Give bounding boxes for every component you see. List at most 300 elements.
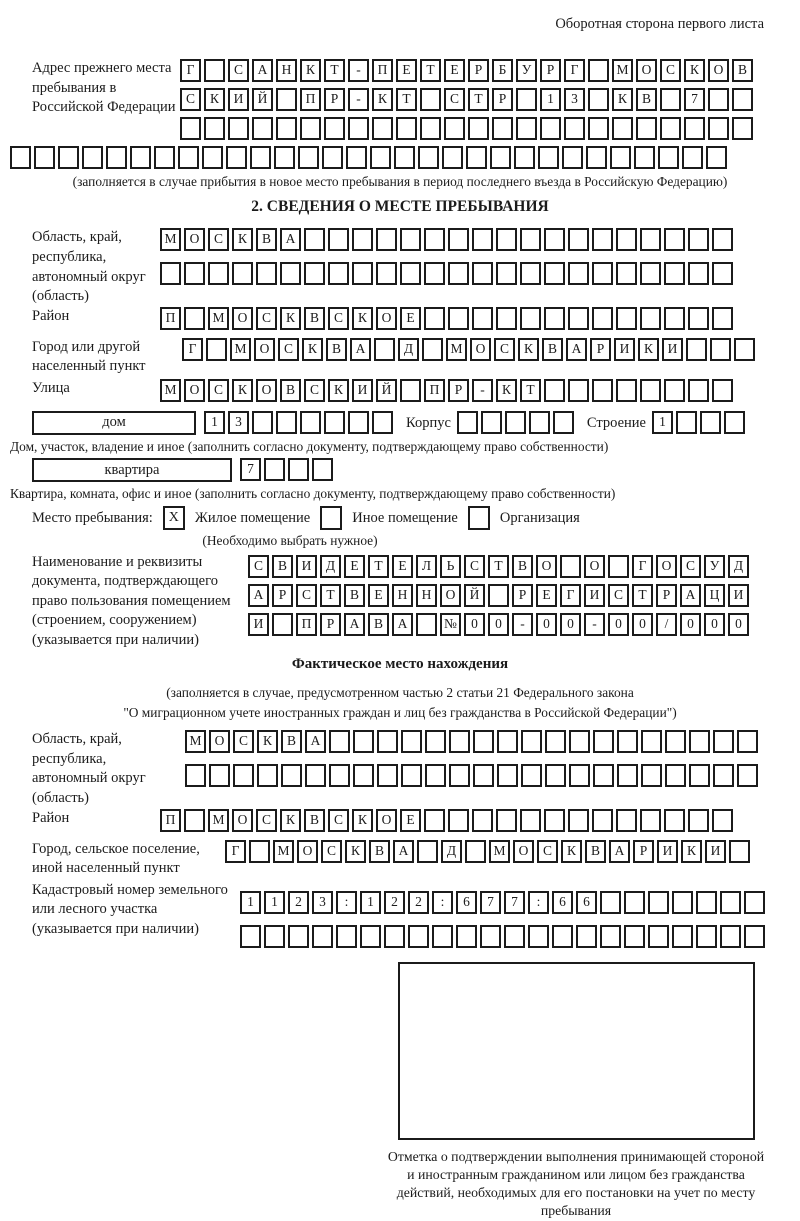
char-box [688, 262, 709, 285]
char-box [569, 764, 590, 787]
char-box [708, 88, 729, 111]
char-box: В [542, 338, 563, 361]
char-box: О [376, 307, 397, 330]
char-box [492, 117, 513, 140]
char-box [252, 117, 273, 140]
char-box: М [230, 338, 251, 361]
char-box: 6 [456, 891, 477, 914]
char-box [713, 730, 734, 753]
char-box [664, 262, 685, 285]
char-box [422, 338, 443, 361]
actual-location-caption-line-2: "О миграционном учете иностранных граждан и лиц без гражданства в Российской Федерации") [123, 704, 677, 720]
char-box: Й [376, 379, 397, 402]
char-box: 3 [312, 891, 333, 914]
char-box: В [256, 228, 277, 251]
actual-city-block [10, 840, 790, 879]
document-line-1 [248, 555, 752, 578]
char-box [472, 228, 493, 251]
char-box [352, 262, 373, 285]
stamp-caption: Отметка о подтверждении выполнения принимающей стороной и иностранным гражданином или лицом без гражданства действий, необходимых для его постановки на учет по месту пребывания [387, 1148, 765, 1219]
char-box [281, 764, 302, 787]
char-box: О [440, 584, 461, 607]
char-box [712, 379, 733, 402]
char-box: К [352, 307, 373, 330]
char-box [372, 117, 393, 140]
char-box [732, 117, 753, 140]
char-box [184, 262, 205, 285]
char-box [240, 925, 261, 948]
char-box: А [350, 338, 371, 361]
char-box [432, 925, 453, 948]
char-box: В [636, 88, 657, 111]
actual-location-caption-line-1: (заполняется в случае, предусмотренном частью 2 статьи 21 Федерального закона [166, 685, 634, 701]
char-box [688, 379, 709, 402]
char-box: К [561, 840, 582, 863]
char-box: С [233, 730, 254, 753]
char-box [544, 809, 565, 832]
char-box [744, 925, 765, 948]
prev-address-line-3 [180, 117, 756, 140]
char-box [288, 458, 309, 481]
char-box [516, 88, 537, 111]
char-box [588, 88, 609, 111]
char-box: С [537, 840, 558, 863]
char-box: В [272, 555, 293, 578]
char-box [560, 555, 581, 578]
char-box [394, 146, 415, 169]
char-box [544, 228, 565, 251]
char-box: Н [392, 584, 413, 607]
char-box [256, 262, 277, 285]
char-box: С [278, 338, 299, 361]
actual-location-title: Фактическое место нахождения [291, 656, 509, 673]
char-box: Т [632, 584, 653, 607]
char-box: И [728, 584, 749, 607]
char-box: Е [536, 584, 557, 607]
char-box: С [494, 338, 515, 361]
char-box [544, 307, 565, 330]
char-box: Ц [704, 584, 725, 607]
char-box [185, 764, 206, 787]
char-box: В [585, 840, 606, 863]
char-box: Д [441, 840, 462, 863]
char-box: Р [633, 840, 654, 863]
char-box: 6 [576, 891, 597, 914]
document-label: Наименование и реквизиты документа, подтверждающего право пользования помещением (строением, сооружением) (указывается при наличии) [32, 553, 231, 648]
char-box [658, 146, 679, 169]
actual-region-label: Область, край, республика, автономный округ (область) [32, 731, 146, 807]
char-box: С [304, 379, 325, 402]
char-box: 0 [704, 613, 725, 636]
section-2-title: 2. СВЕДЕНИЯ О МЕСТЕ ПРЕБЫВАНИЯ [251, 198, 549, 216]
char-box [496, 228, 517, 251]
cadastre-line-1 [240, 891, 768, 914]
char-box [664, 379, 685, 402]
char-box [545, 764, 566, 787]
char-box [588, 59, 609, 82]
char-box [529, 411, 550, 434]
char-box [682, 146, 703, 169]
char-box [592, 262, 613, 285]
char-box [528, 925, 549, 948]
street-line [160, 379, 736, 402]
prev-address-line-1 [180, 59, 756, 82]
char-box [608, 555, 629, 578]
char-box [641, 730, 662, 753]
char-box: Т [324, 59, 345, 82]
char-box [376, 262, 397, 285]
char-box: В [304, 809, 325, 832]
char-box: О [209, 730, 230, 753]
residential-label: Жилое помещение [194, 509, 311, 526]
char-box: Б [492, 59, 513, 82]
char-box [490, 146, 511, 169]
char-box [444, 117, 465, 140]
char-box [660, 88, 681, 111]
char-box: С [608, 584, 629, 607]
char-box [616, 262, 637, 285]
char-box [496, 809, 517, 832]
char-box [688, 307, 709, 330]
char-box [257, 764, 278, 787]
char-box [616, 228, 637, 251]
actual-city-label: Город, сельское поселение, иной населенный пункт [32, 840, 200, 877]
char-box [374, 338, 395, 361]
char-box: С [256, 307, 277, 330]
char-box [648, 891, 669, 914]
char-box [184, 307, 205, 330]
char-box [418, 146, 439, 169]
char-box [516, 117, 537, 140]
char-box: 2 [408, 891, 429, 914]
char-box: В [512, 555, 533, 578]
actual-city-line [225, 840, 753, 863]
char-box [696, 891, 717, 914]
char-box: 7 [240, 458, 261, 481]
cadastre-block [10, 881, 790, 954]
char-box [304, 228, 325, 251]
char-box [688, 809, 709, 832]
char-box [408, 925, 429, 948]
city-block [10, 338, 790, 377]
prev-address-label: Адрес прежнего места пребывания в Российской Федерации [32, 60, 176, 116]
stay-type-row [32, 506, 790, 530]
char-box: Р [448, 379, 469, 402]
char-box: 3 [228, 411, 249, 434]
prev-address-lines [180, 59, 756, 146]
char-box [457, 411, 478, 434]
char-box: А [566, 338, 587, 361]
char-box [641, 764, 662, 787]
korpus-boxes [457, 411, 577, 434]
char-box [232, 262, 253, 285]
char-box [465, 840, 486, 863]
char-box: М [185, 730, 206, 753]
other-premises-checkbox [320, 506, 342, 530]
char-box [710, 338, 731, 361]
char-box: 7 [480, 891, 501, 914]
char-box [448, 307, 469, 330]
char-box [708, 117, 729, 140]
house-row [32, 411, 790, 435]
cadastre-label: Кадастровый номер земельного или лесного участка (указывается при наличии) [32, 881, 228, 937]
char-box [312, 458, 333, 481]
char-box: П [160, 307, 181, 330]
char-box: Р [540, 59, 561, 82]
char-box: К [638, 338, 659, 361]
street-block [10, 379, 790, 408]
char-box [544, 379, 565, 402]
char-box [425, 730, 446, 753]
char-box [600, 925, 621, 948]
char-box [720, 925, 741, 948]
document-line-2 [248, 584, 752, 607]
char-box: Е [368, 584, 389, 607]
char-box: Й [252, 88, 273, 111]
char-box: О [184, 379, 205, 402]
char-box [514, 146, 535, 169]
korpus-label: Корпус [406, 414, 451, 431]
char-box [737, 764, 758, 787]
char-box [348, 117, 369, 140]
char-box: А [252, 59, 273, 82]
char-box: Р [324, 88, 345, 111]
char-box: Д [728, 555, 749, 578]
char-box: Т [520, 379, 541, 402]
char-box: Е [396, 59, 417, 82]
char-box: К [204, 88, 225, 111]
char-box: В [280, 379, 301, 402]
char-box [568, 262, 589, 285]
char-box [372, 411, 393, 434]
char-box: К [232, 228, 253, 251]
registration-stamp-box [398, 962, 755, 1140]
char-box [521, 730, 542, 753]
char-box: : [528, 891, 549, 914]
char-box [226, 146, 247, 169]
char-box: О [232, 307, 253, 330]
char-box: М [489, 840, 510, 863]
char-box [449, 730, 470, 753]
char-box [640, 809, 661, 832]
char-box [521, 764, 542, 787]
char-box [206, 338, 227, 361]
char-box [424, 262, 445, 285]
char-box [324, 411, 345, 434]
char-box: К [257, 730, 278, 753]
char-box [420, 117, 441, 140]
char-box: С [680, 555, 701, 578]
char-box: К [328, 379, 349, 402]
other-premises-label: Иное помещение [352, 509, 458, 526]
char-box: С [228, 59, 249, 82]
actual-region-line-2 [185, 764, 761, 787]
char-box [504, 925, 525, 948]
char-box [401, 730, 422, 753]
char-box [305, 764, 326, 787]
stamp-area [385, 962, 767, 1221]
char-box [280, 262, 301, 285]
char-box [456, 925, 477, 948]
char-box: - [512, 613, 533, 636]
char-box [616, 307, 637, 330]
char-box: С [208, 228, 229, 251]
document-block [10, 553, 790, 651]
char-box: 0 [608, 613, 629, 636]
char-box: И [352, 379, 373, 402]
char-box [640, 228, 661, 251]
char-box [640, 307, 661, 330]
char-box [448, 809, 469, 832]
char-box: Г [564, 59, 585, 82]
char-box [540, 117, 561, 140]
char-box: - [348, 88, 369, 111]
char-box [204, 59, 225, 82]
char-box: И [296, 555, 317, 578]
char-box [712, 228, 733, 251]
prev-address-block [10, 59, 790, 146]
actual-region-line-1 [185, 730, 761, 753]
char-box [396, 117, 417, 140]
char-box: : [432, 891, 453, 914]
char-box [712, 262, 733, 285]
char-box [336, 925, 357, 948]
region-block [10, 228, 790, 306]
char-box [400, 228, 421, 251]
char-box: В [368, 613, 389, 636]
char-box [600, 891, 621, 914]
char-box [496, 307, 517, 330]
stroenie-boxes [652, 411, 748, 434]
apartment-caption: Квартира, комната, офис и иное (заполнить согласно документу, подтверждающему право собственности) [10, 486, 616, 502]
char-box: М [612, 59, 633, 82]
char-box [276, 411, 297, 434]
char-box [538, 146, 559, 169]
apartment-number-boxes [240, 458, 336, 481]
char-box: В [732, 59, 753, 82]
char-box [228, 117, 249, 140]
char-box [610, 146, 631, 169]
char-box [689, 730, 710, 753]
actual-location-caption [10, 683, 790, 722]
char-box: Г [560, 584, 581, 607]
char-box: Е [444, 59, 465, 82]
char-box: К [302, 338, 323, 361]
char-box: Р [320, 613, 341, 636]
char-box [250, 146, 271, 169]
char-box [370, 146, 391, 169]
char-box: К [300, 59, 321, 82]
char-box: О [254, 338, 275, 361]
char-box: Р [492, 88, 513, 111]
char-box [592, 379, 613, 402]
char-box: П [160, 809, 181, 832]
char-box: Л [416, 555, 437, 578]
char-box [466, 146, 487, 169]
char-box: О [184, 228, 205, 251]
char-box [288, 925, 309, 948]
char-box: Р [468, 59, 489, 82]
char-box: С [444, 88, 465, 111]
char-box: К [232, 379, 253, 402]
char-box: Т [320, 584, 341, 607]
char-box: К [684, 59, 705, 82]
char-box [488, 584, 509, 607]
char-box [672, 891, 693, 914]
char-box [640, 379, 661, 402]
char-box [473, 764, 494, 787]
char-box [264, 458, 285, 481]
char-box: О [297, 840, 318, 863]
char-box: А [609, 840, 630, 863]
char-box [664, 809, 685, 832]
char-box [553, 411, 574, 434]
char-box [180, 117, 201, 140]
char-box [696, 925, 717, 948]
char-box [648, 925, 669, 948]
char-box: С [256, 809, 277, 832]
char-box: - [472, 379, 493, 402]
char-box [184, 809, 205, 832]
char-box: Д [320, 555, 341, 578]
char-box: Г [632, 555, 653, 578]
char-box [417, 840, 438, 863]
char-box: Г [180, 59, 201, 82]
char-box: 0 [536, 613, 557, 636]
stay-type-note: (Необходимо выбрать нужное) [202, 532, 378, 548]
city-label: Город или другой населенный пункт [32, 338, 146, 375]
char-box [360, 925, 381, 948]
char-box: П [296, 613, 317, 636]
char-box [665, 730, 686, 753]
char-box [568, 379, 589, 402]
char-box [416, 613, 437, 636]
char-box [712, 809, 733, 832]
char-box: Р [590, 338, 611, 361]
char-box [624, 925, 645, 948]
char-box: М [208, 809, 229, 832]
char-box: О [232, 809, 253, 832]
char-box: К [345, 840, 366, 863]
char-box: О [708, 59, 729, 82]
stay-type-label: Место пребывания: [32, 509, 153, 526]
char-box: С [328, 809, 349, 832]
char-box: О [636, 59, 657, 82]
char-box: Т [368, 555, 389, 578]
char-box [520, 228, 541, 251]
char-box [552, 925, 573, 948]
char-box: А [280, 228, 301, 251]
char-box: С [464, 555, 485, 578]
char-box: 0 [680, 613, 701, 636]
char-box [249, 840, 270, 863]
actual-district-block [10, 809, 790, 838]
char-box [324, 117, 345, 140]
char-box [588, 117, 609, 140]
char-box [497, 730, 518, 753]
char-box [688, 228, 709, 251]
char-box: - [584, 613, 605, 636]
prev-address-line-4 [10, 146, 790, 169]
char-box: С [321, 840, 342, 863]
char-box [734, 338, 755, 361]
char-box [617, 764, 638, 787]
district-label: Район [32, 307, 70, 324]
char-box: Д [398, 338, 419, 361]
char-box [353, 730, 374, 753]
char-box [300, 117, 321, 140]
char-box: С [660, 59, 681, 82]
